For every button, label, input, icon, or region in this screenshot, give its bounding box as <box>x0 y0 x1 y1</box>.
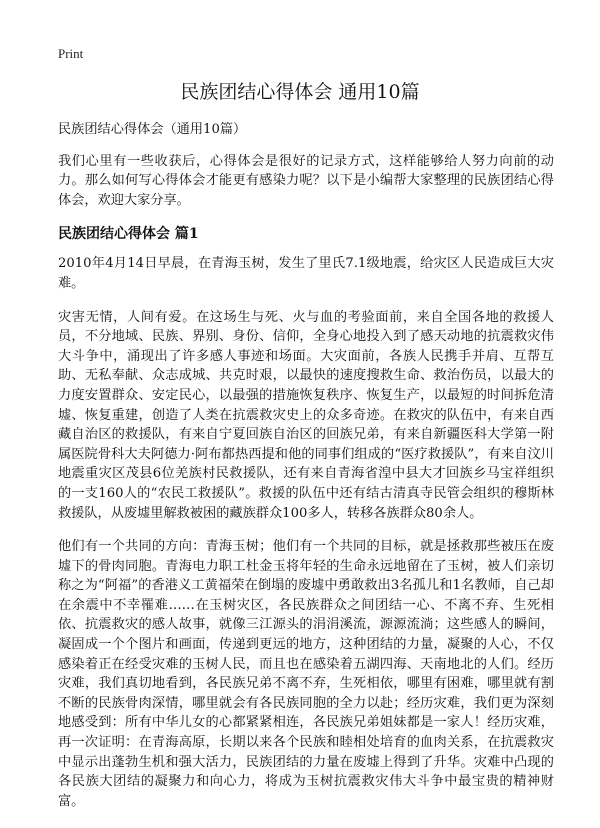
document-body <box>58 120 554 825</box>
document-subtitle: 民族团结心得体会（通用10篇） <box>58 122 247 137</box>
body-paragraph-3: 他们有一个共同的方向：青海玉树；他们有一个共同的目标，就是拯救那些被压在废墟下的骨肉同胞。青海电力职工杜金玉将年轻的生命永远地留在了玉树，被人们亲切称之为“阿福”的香港义工黄福荣在倒塌的废墟中勇敢救出3名孤儿和1名教师，自己却在余震中不幸罹难……在玉树灾区，各民族群众之间团结一心、不离不弃、生死相依、抗震救灾的感人故事，就像三江源头的涓涓溪流，源源流淌；这些感人的瞬间，凝固成一个个图片和画面，传递到更远的地方，这种团结的力量，凝聚的人心，不仅感染着正在经受灾难的玉树人民，而且也在感染着五湖四海、天南地北的人们。经历灾难，我们真切地看到，各民族兄弟不离不弃，生死相依，哪里有困难，哪里就有割不断的民族骨肉深情，哪里就会有各民族同胞的全力以赴；经历灾难，我们更为深刻地感受到：所有中华儿女的心都紧紧相连，各民族兄弟姐妹都是一家人！经历灾难，再一次证明：在青海高原，长期以来各个民族和睦相处培育的血肉关系，在抗震救灾中显示出蓬勃生机和强大活力，民族团结的力量在废墟上得到了升华。灾难中凸现的各民族大团结的凝聚力和向心力，将成为玉树抗震救灾伟大斗争中最宝贵的精神财富。 <box>58 539 554 809</box>
document-title: 民族团结心得体会 通用10篇 <box>180 81 420 103</box>
print-label: Print <box>58 46 84 61</box>
section-heading: 民族团结心得体会 篇1 <box>58 226 199 243</box>
body-paragraph-1: 2010年4月14日早晨，在青海玉树，发生了里氏7.1级地震，给灾区人民造成巨大灾难。 <box>58 256 554 291</box>
intro-paragraph: 我们心里有一些收获后，心得体会是很好的记录方式，这样能够给人努力向前的动力。那么如何写心得体会才能更有感染力呢？以下是小编帮大家整理的民族团结心得体会，欢迎大家分享。 <box>58 153 554 208</box>
body-paragraph-2: 灾害无情，人间有爱。在这场生与死、火与血的考验面前，来自全国各地的救援人员，不分地域、民族、界别、身份、信仰，全身心地投入到了感天动地的抗震救灾伟大斗争中，涌现出了许多感人事迹和场面。大灾面前，各族人民携手并肩、互帮互助、无私奉献、众志成城、共克时艰，以最快的速度搜救生命、救治伤员，以最大的力度安置群众、安定民心，以最强的措施恢复秩序、恢复生产，以最短的时间拆危清墟、恢复重建，创造了人类在抗震救灾史上的众多奇迹。在救灾的队伍中，有来自西藏自治区的救援队，有来自宁夏回族自治区的回族兄弟，有来自新疆医科大学第一附属医院骨科大夫阿德力·阿布都热西提和他的同事们组成的“医疗救援队”，有来自汶川地震重灾区茂县6位羌族村民救援队，还有来自青海省湟中县大才回族乡马宝祥组织的一支160人的“农民工救援队”。救援的队伍中还有结古清真寺民管会组织的穆斯林救援队，从废墟里解救被困的藏族群众100多人，转移各族群众80余人。 <box>58 309 554 521</box>
